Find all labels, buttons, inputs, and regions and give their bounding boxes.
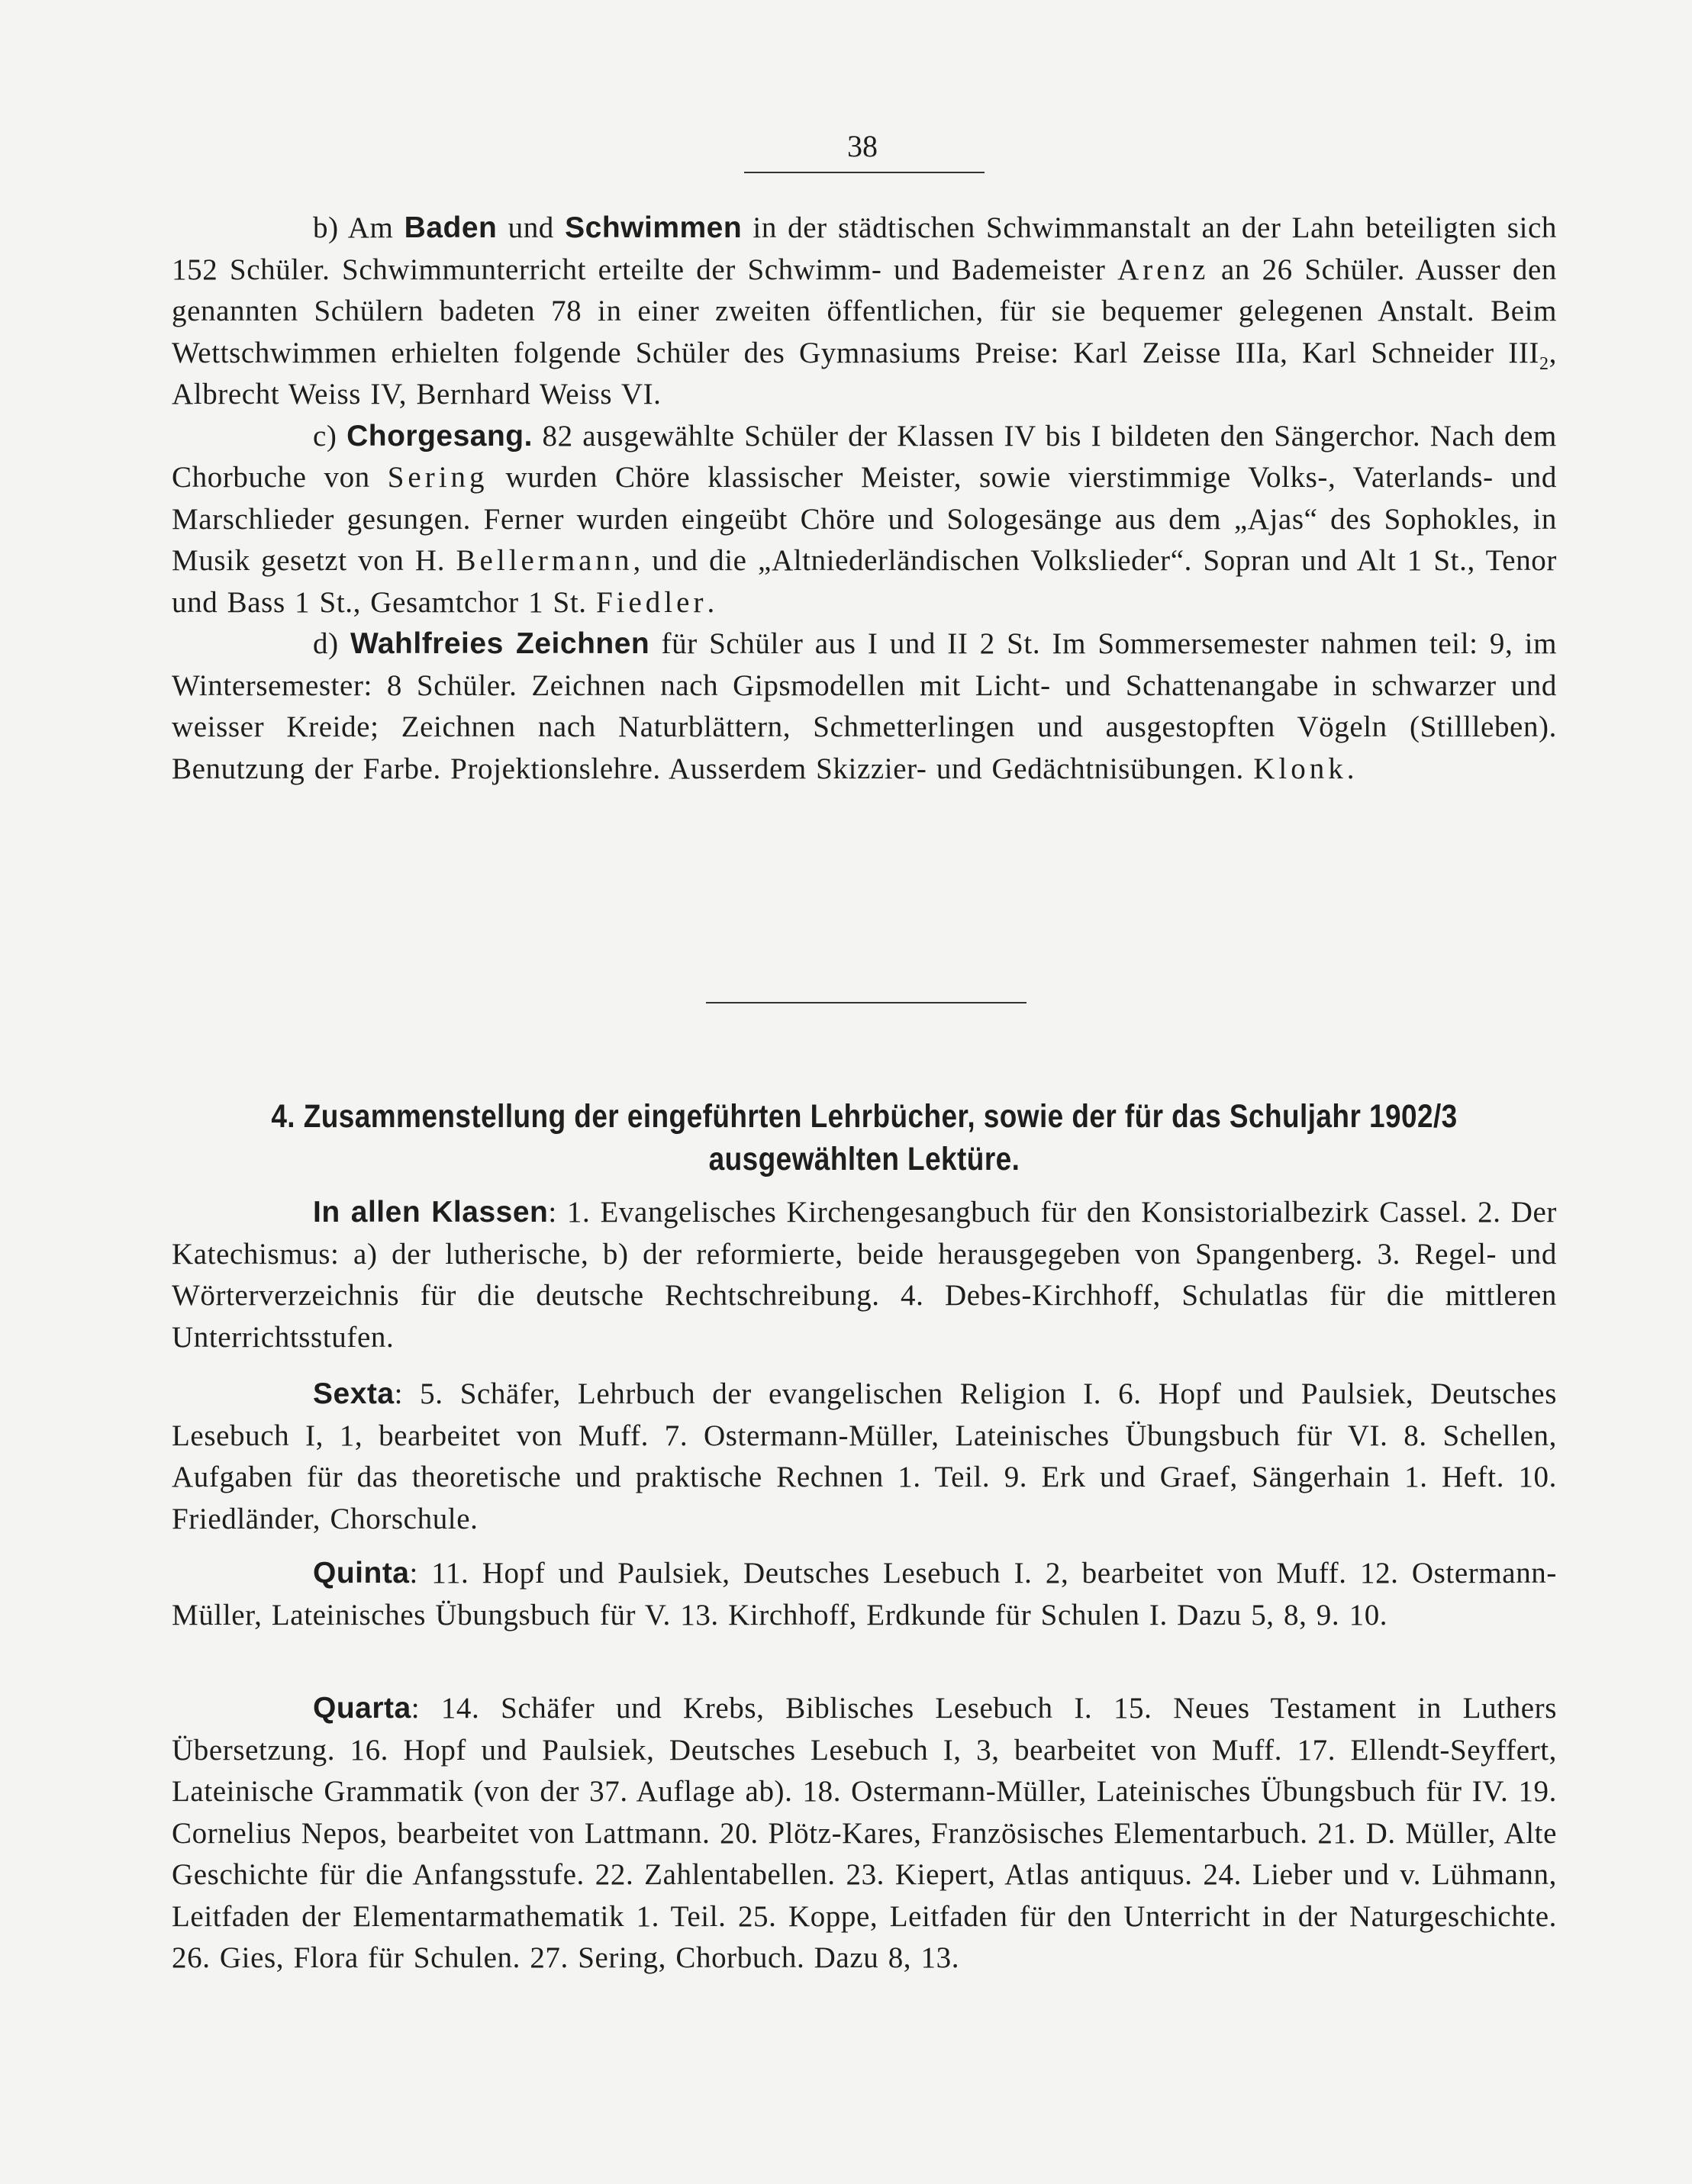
- section-4-body: [172, 1192, 1557, 1358]
- paragraph-quinta: Quinta: 11. Hopf und Paulsiek, Deutsches Lesebuch I. 2, bearbeitet von Muff. 12. Ostermann-Müller, Lateinisches Übungsbuch für V. 13. Kirchhoff, Erdkunde für Schulen I. Dazu 5, 8, 9. 10.: [172, 1557, 1557, 1632]
- label-quinta: Quinta: [313, 1557, 410, 1590]
- heading-line-2: ausgewählten Lektüre.: [708, 1141, 1020, 1177]
- name-sering: Sering: [387, 461, 488, 494]
- name-fiedler: Fiedler: [595, 585, 707, 619]
- section-4-quarta: [172, 1688, 1557, 1979]
- section-4-heading: [269, 1095, 1460, 1181]
- name-bellermann: Bellermann: [456, 544, 633, 577]
- term-schwimmen: Schwimmen: [565, 211, 743, 244]
- label-quarta: Quarta: [313, 1692, 411, 1725]
- page-number: 38: [847, 129, 878, 163]
- label-sexta: Sexta: [313, 1377, 395, 1410]
- section-4-quinta: [172, 1553, 1557, 1636]
- heading-line-1: 4. Zusammenstellung der eingeführten Lehrbücher, sowie der für das Schuljahr 1902/3: [271, 1098, 1458, 1135]
- term-chorgesang: Chorgesang.: [346, 419, 533, 453]
- section-divider: [706, 1002, 1026, 1003]
- paragraph-sexta: Sexta: 5. Schäfer, Lehrbuch der evangelischen Religion I. 6. Hopf und Paulsiek, Deutsches Lesebuch I, 1, bearbeitet von Muff. 7. Ostermann-Müller, Lateinisches Übungsbuch für VI. 8. Schellen, Aufgaben für das theoretische und praktische Rechnen 1. Teil. 9. Erk und Graef, Sängerhain 1. Heft. 10. Friedländer, Chorschule.: [172, 1377, 1557, 1535]
- name-arenz: Arenz: [1117, 253, 1210, 286]
- paragraph-all-classes: In allen Klassen: 1. Evangelisches Kirchengesangbuch für den Konsistorialbezirk Cassel. 2. Der Katechismus: a) der lutherische, b) der reformierte, beide herausgegeben von Spangenberg. 3. Regel- und Wörterverzeichnis für die deutsche Rechtschreibung. 4. Debes-Kirchhoff, Schulatlas für die mittleren Unterrichtsstufen.: [172, 1196, 1557, 1354]
- paragraph-quarta: Quarta: 14. Schäfer und Krebs, Biblisches Lesebuch I. 15. Neues Testament in Luthers Übersetzung. 16. Hopf und Paulsiek, Deutsches Lesebuch I, 3, bearbeitet von Muff. 17. Ellendt-Seyffert, Lateinische Grammatik (von der 37. Auflage ab). 18. Ostermann-Müller, Lateinisches Übungsbuch für IV. 19. Cornelius Nepos, bearbeitet von Lattmann. 20. Plötz-Kares, Französisches Elementarbuch. 21. D. Müller, Alte Geschichte für die Anfangsstufe. 22. Zahlentabellen. 23. Kiepert, Atlas antiquus. 24. Lieber und v. Lühmann, Leitfaden der Elementarmathematik 1. Teil. 25. Koppe, Leitfaden für den Unterricht in der Naturgeschichte. 26. Gies, Flora für Schulen. 27. Sering, Chorbuch. Dazu 8, 13.: [172, 1692, 1557, 1974]
- term-baden: Baden: [404, 211, 498, 244]
- page-number-rule: [744, 172, 985, 173]
- paragraph-drawing: d) Wahlfreies Zeichnen für Schüler aus I und II 2 St. Im Sommersemester nahmen teil: 9, im Wintersemester: 8 Schüler. Zeichnen nach Gipsmodellen mit Licht- und Schattenangabe in schwarzer und weisser Kreide; Zeichnen nach Naturblättern, Schmetterlingen und ausgestopften Vögeln (Stillleben). Benutzung der Farbe. Projektionslehre. Ausserdem Skizzier- und Gedächtnisübungen. Klonk.: [172, 627, 1558, 785]
- term-wahlfreies-zeichnen: Wahlfreies Zeichnen: [350, 627, 650, 660]
- section-3-continued: [172, 208, 1557, 790]
- section-4-sexta: [172, 1374, 1557, 1540]
- label-all-classes: In allen Klassen: [313, 1196, 549, 1229]
- paragraph-choir: c) Chorgesang. 82 ausgewählte Schüler der Klassen IV bis I bildeten den Sängerchor. Nach dem Chorbuche von Sering wurden Chöre klassischer Meister, sowie vierstimmige Volks-, Vaterlands- und Marschlieder gesungen. Ferner wurden eingeübt Chöre und Sologesänge aus dem „Ajas“ des Sophokles, in Musik gesetzt von H. Bellermann, und die „Altniederländischen Volkslieder“. Sopran und Alt 1 St., Tenor und Bass 1 St., Gesamtchor 1 St. Fiedler.: [172, 419, 1557, 619]
- subscript: 2: [1539, 353, 1549, 374]
- name-klonk: Klonk: [1253, 752, 1347, 785]
- paragraph-swimming: b) Am Baden und Schwimmen in der städtischen Schwimmanstalt an der Lahn beteiligten sich 152 Schüler. Schwimmunterricht erteilte der Schwimm- und Bademeister Arenz an 26 Schüler. Ausser den genannten Schülern badeten 78 in einer zweiten öffentlichen, für sie bequemer gelegenen Anstalt. Beim Wettschwimmen erhielten folgende Schüler des Gymnasiums Preise: Karl Zeisse IIIa, Karl Schneider $III_2$, Albrecht Weiss IV, Bernhard Weiss VI.: [172, 211, 1558, 411]
